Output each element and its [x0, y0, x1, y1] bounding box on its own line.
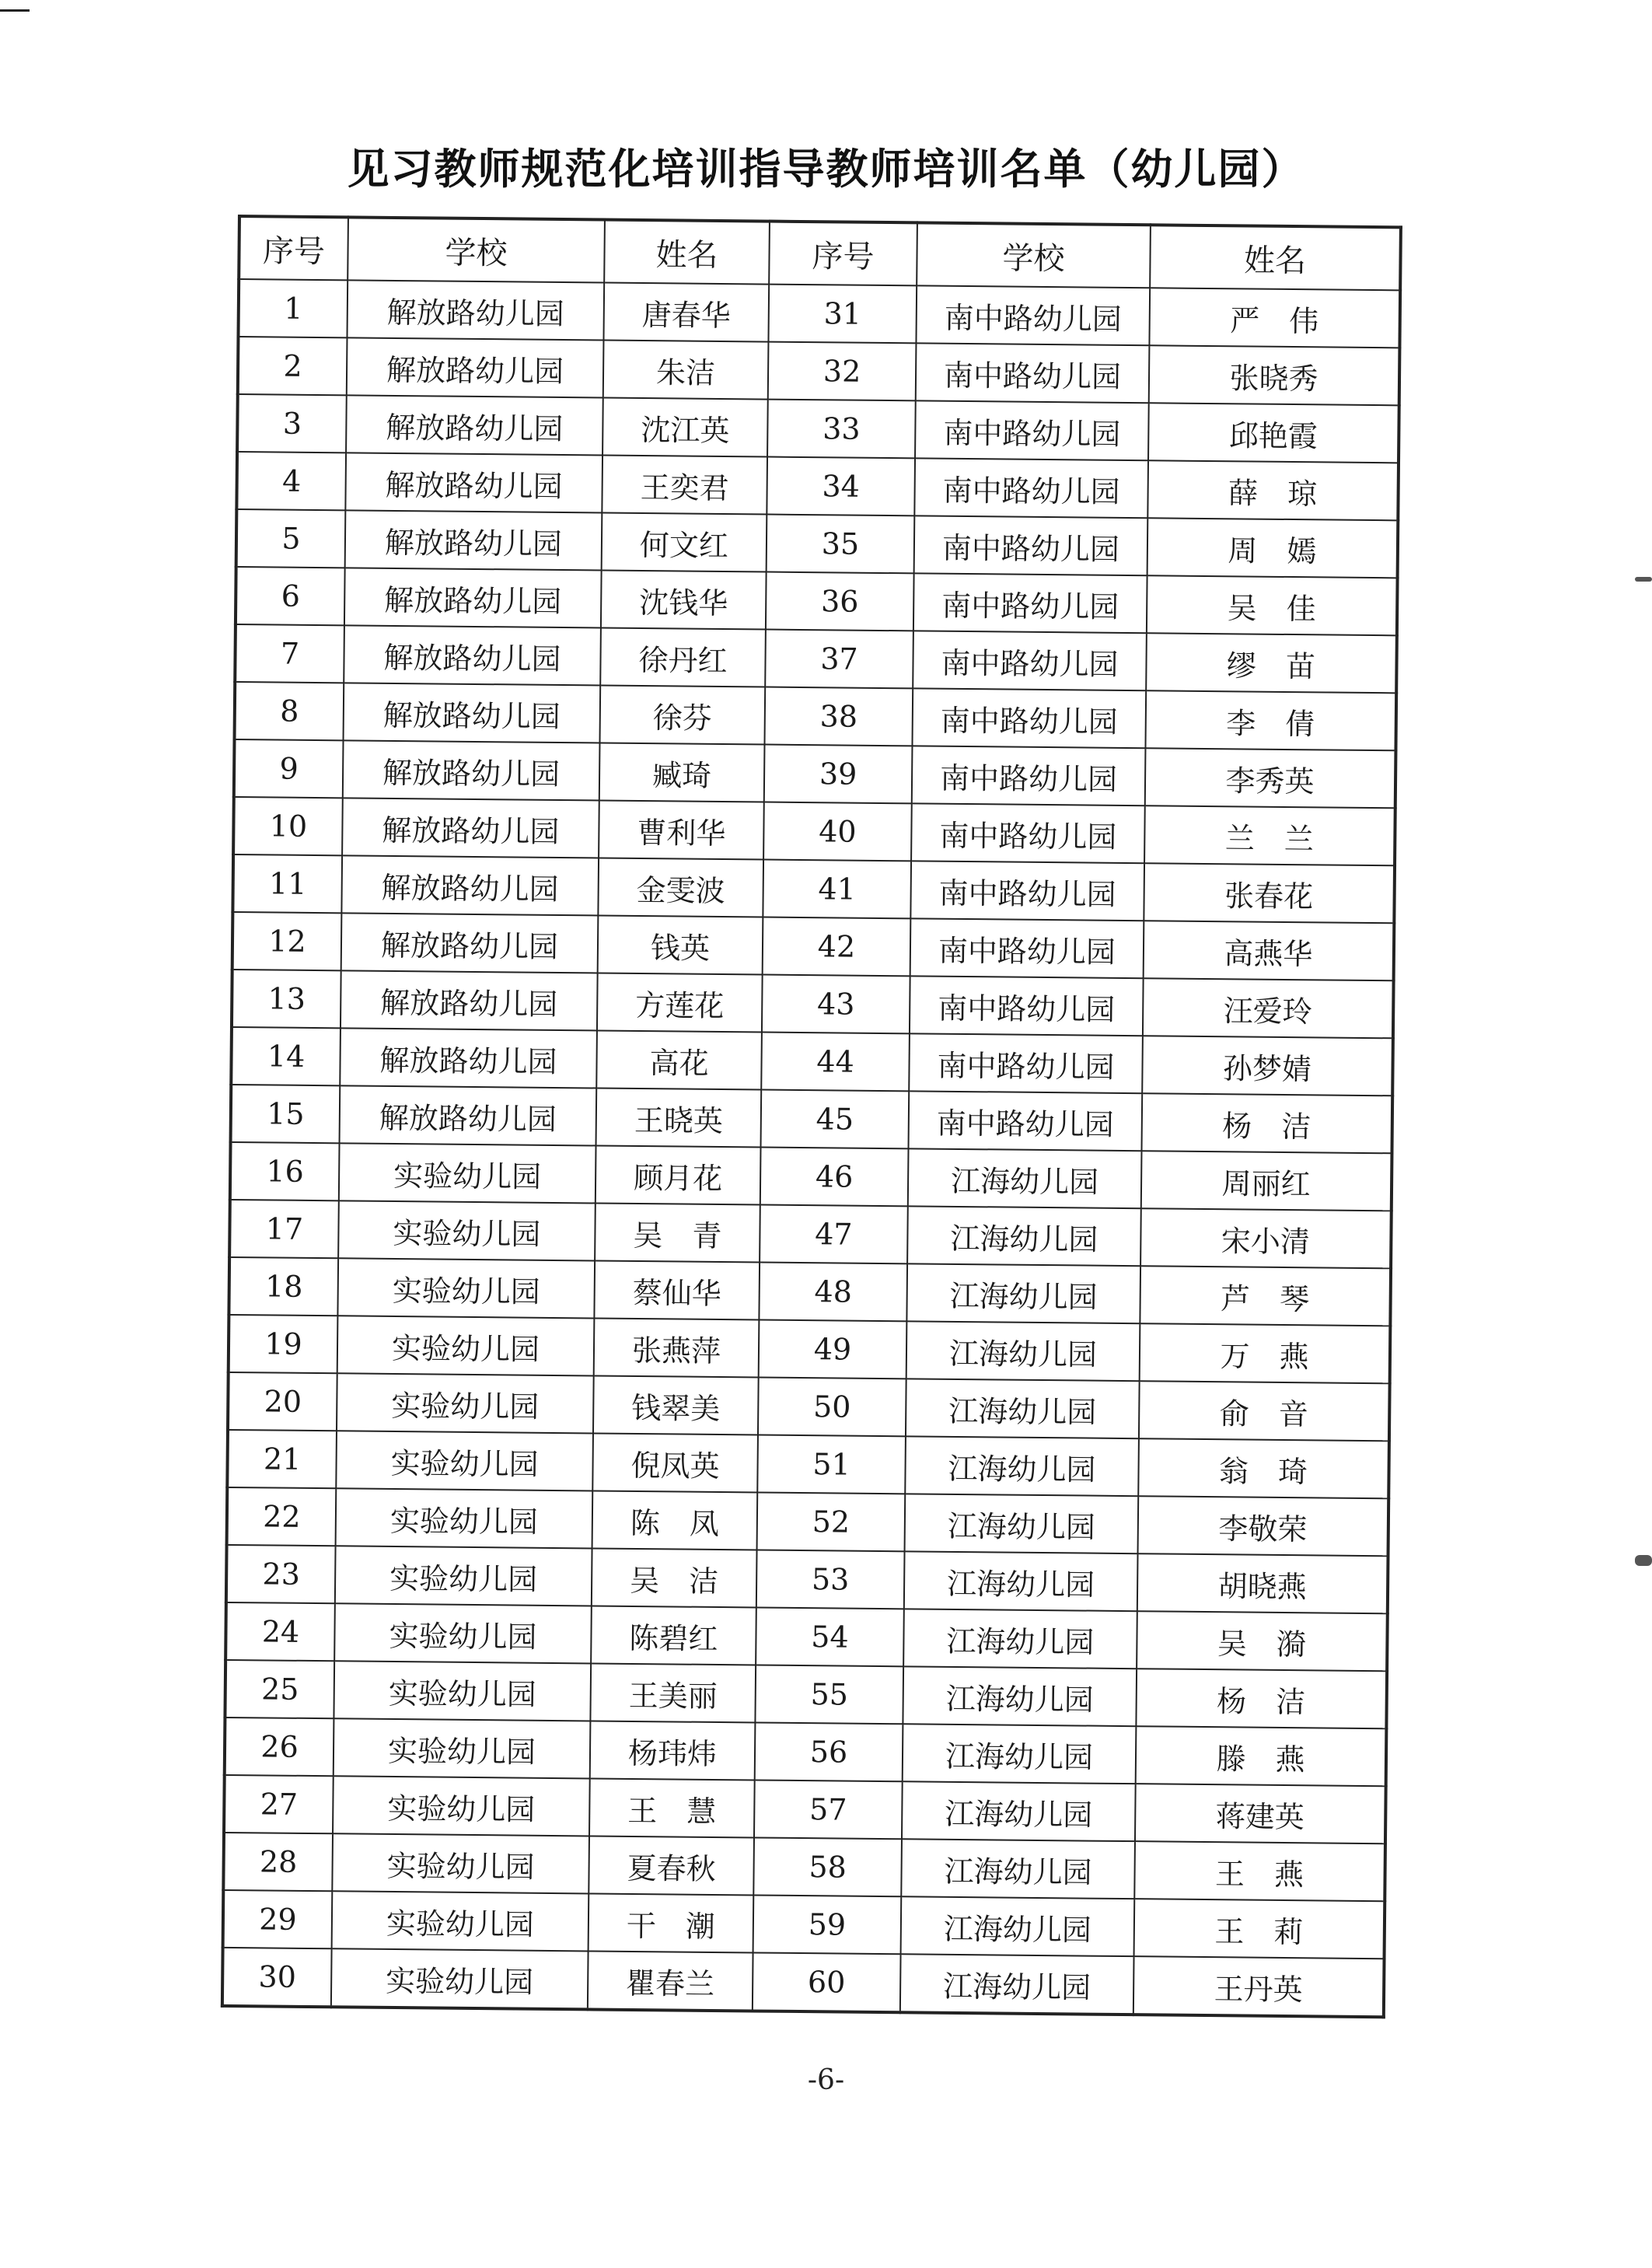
table-row: [235, 682, 1397, 750]
table-row: [222, 1948, 1385, 2017]
table-cell: 沈钱华: [601, 571, 767, 630]
table-cell: 14: [231, 1027, 341, 1085]
table-cell: 48: [759, 1263, 907, 1322]
table-cell: 10: [233, 797, 343, 855]
table-cell: 43: [762, 975, 910, 1034]
table-cell: 解放路幼儿园: [341, 970, 598, 1030]
roster-table: [221, 215, 1402, 2018]
table-cell: 解放路幼儿园: [345, 453, 602, 512]
table-cell: 实验幼儿园: [332, 1833, 589, 1893]
table-cell: 江海幼儿园: [903, 1666, 1137, 1726]
table-cell: 51: [757, 1435, 906, 1494]
table-cell: 12: [232, 912, 342, 970]
table-cell: 解放路幼儿园: [343, 740, 600, 800]
table-cell: 薛 琼: [1147, 460, 1399, 520]
table-cell: 顾月花: [595, 1145, 761, 1204]
table-cell: 江海幼儿园: [903, 1724, 1137, 1784]
table-row: [233, 797, 1395, 865]
table-row: [225, 1718, 1387, 1786]
table-cell: 南中路幼儿园: [914, 515, 1148, 575]
table-cell: 吴 青: [595, 1203, 760, 1262]
table-cell: 解放路幼儿园: [347, 280, 604, 340]
table-cell: 29: [223, 1890, 333, 1948]
table-cell: 邱艳霞: [1148, 403, 1399, 463]
table-cell: 解放路幼儿园: [342, 798, 599, 858]
table-cell: 兰 兰: [1144, 806, 1395, 865]
table-cell: 江海幼儿园: [907, 1206, 1141, 1266]
table-row: [232, 854, 1395, 923]
table-row: [232, 970, 1394, 1038]
table-cell: 实验幼儿园: [338, 1200, 595, 1260]
table-cell: 实验幼儿园: [332, 1891, 589, 1951]
table-cell: 实验幼儿园: [337, 1316, 595, 1375]
table-cell: 南中路幼儿园: [916, 343, 1150, 403]
table-cell: 江海幼儿园: [906, 1263, 1140, 1323]
table-cell: 王 慧: [589, 1778, 755, 1837]
table-cell: 47: [760, 1205, 908, 1264]
table-cell: 解放路幼儿园: [341, 913, 599, 973]
table-cell: 27: [224, 1775, 334, 1833]
table-cell: 52: [757, 1492, 906, 1551]
table-cell: 杨 洁: [1141, 1093, 1392, 1153]
table-cell: 张春花: [1144, 863, 1395, 923]
table-cell: 徐芬: [599, 686, 765, 745]
scan-corner-mark: [0, 9, 30, 12]
table-cell: 58: [753, 1837, 902, 1896]
table-cell: 46: [760, 1148, 909, 1207]
table-cell: 南中路幼儿园: [916, 285, 1150, 345]
scan-speck: [1635, 1555, 1652, 1566]
table-cell: 周丽红: [1141, 1151, 1392, 1211]
table-cell: 汪爱玲: [1143, 978, 1394, 1038]
table-row: [236, 567, 1398, 635]
table-cell: 钱英: [598, 915, 763, 974]
table-cell: 陈 凤: [592, 1490, 758, 1550]
table-cell: 5: [236, 509, 346, 568]
table-cell: 张燕萍: [594, 1318, 760, 1377]
table-cell: 江海幼儿园: [905, 1494, 1139, 1553]
table-cell: 实验幼儿园: [334, 1661, 591, 1721]
table-cell: 干 潮: [589, 1893, 754, 1952]
table-cell: 芦 琴: [1140, 1266, 1391, 1326]
table-cell: 徐丹红: [600, 628, 766, 687]
scan-speck: [1635, 577, 1652, 582]
table-cell: 江海幼儿园: [903, 1609, 1137, 1669]
table-cell: 南中路幼儿园: [909, 1033, 1143, 1093]
table-row: [237, 394, 1399, 463]
table-cell: 20: [228, 1372, 337, 1431]
table-cell: 23: [226, 1545, 336, 1603]
table-cell: 17: [229, 1200, 339, 1258]
table-cell: 36: [766, 572, 914, 631]
table-cell: 江海幼儿园: [900, 1954, 1134, 2015]
table-cell: 57: [754, 1780, 903, 1839]
table-cell: 缪 苗: [1146, 633, 1397, 693]
table-cell: 南中路幼儿园: [911, 803, 1145, 863]
header-cell: 学校: [917, 222, 1151, 288]
table-cell: 南中路幼儿园: [910, 861, 1144, 921]
table-cell: 王丹英: [1133, 1956, 1385, 2017]
table-row: [231, 1085, 1393, 1153]
table-row: [225, 1602, 1388, 1671]
table-cell: 高燕华: [1144, 921, 1395, 980]
table-cell: 35: [767, 515, 915, 574]
table-cell: 蔡仙华: [594, 1260, 760, 1319]
table-cell: 南中路幼儿园: [909, 1091, 1143, 1151]
table-cell: 唐春华: [603, 283, 769, 342]
table-cell: 解放路幼儿园: [340, 1085, 597, 1145]
roster-sheet: [221, 215, 1399, 2018]
page-title: 见习教师规范化培训指导教师培训名单（幼儿园）: [347, 144, 1305, 194]
table-row: [226, 1545, 1388, 1613]
table-cell: 王奕君: [602, 456, 767, 515]
table-cell: 王 燕: [1134, 1841, 1385, 1901]
table-cell: 3: [237, 394, 347, 453]
table-cell: 42: [763, 917, 911, 977]
table-cell: 南中路幼儿园: [915, 400, 1149, 460]
table-cell: 江海幼儿园: [902, 1781, 1136, 1841]
table-row: [235, 624, 1397, 693]
table-row: [227, 1430, 1389, 1498]
table-cell: 44: [761, 1033, 910, 1092]
table-row: [236, 509, 1399, 578]
table-cell: 4: [236, 452, 346, 510]
table-cell: 钱翠美: [593, 1375, 759, 1435]
table-row: [238, 279, 1400, 348]
table-row: [224, 1775, 1386, 1843]
table-cell: 实验幼儿园: [334, 1603, 592, 1663]
table-cell: 28: [223, 1833, 333, 1891]
table-cell: 30: [222, 1948, 332, 2007]
table-cell: 王美丽: [590, 1663, 756, 1722]
table-cell: 53: [756, 1550, 905, 1609]
table-row: [230, 1142, 1392, 1211]
table-cell: 吴 洁: [592, 1548, 757, 1607]
table-cell: 南中路幼儿园: [913, 573, 1147, 633]
table-cell: 胡晓燕: [1137, 1553, 1388, 1613]
table-cell: 王晓英: [596, 1088, 762, 1147]
table-row: [234, 739, 1396, 808]
table-row: [229, 1200, 1392, 1268]
table-cell: 周 嫣: [1147, 518, 1399, 578]
table-cell: 41: [763, 860, 911, 919]
table-cell: 王 莉: [1134, 1899, 1385, 1959]
table-cell: 吴 漪: [1137, 1611, 1388, 1671]
table-cell: 9: [234, 739, 344, 798]
table-cell: 33: [767, 400, 916, 459]
table-cell: 59: [753, 1895, 902, 1954]
table-cell: 杨 洁: [1136, 1669, 1387, 1728]
table-cell: 南中路幼儿园: [910, 976, 1144, 1036]
table-cell: 解放路幼儿园: [344, 625, 601, 685]
table-cell: 实验幼儿园: [333, 1776, 590, 1836]
table-row: [229, 1257, 1391, 1326]
table-row: [232, 912, 1395, 980]
table-cell: 实验幼儿园: [335, 1546, 592, 1606]
table-header-row: [239, 216, 1401, 290]
table-cell: 滕 燕: [1136, 1726, 1387, 1786]
table-cell: 张晓秀: [1149, 345, 1400, 405]
table-cell: 南中路幼儿园: [912, 746, 1146, 806]
header-cell: 序号: [769, 222, 917, 286]
table-cell: 宋小清: [1140, 1208, 1392, 1268]
table-cell: 翁 琦: [1138, 1438, 1389, 1498]
table-cell: 49: [759, 1320, 907, 1379]
table-cell: 24: [225, 1602, 335, 1661]
table-cell: 孙梦婧: [1142, 1036, 1393, 1096]
table-cell: 江海幼儿园: [904, 1551, 1138, 1611]
table-cell: 解放路幼儿园: [345, 510, 602, 570]
table-cell: 34: [767, 457, 915, 516]
table-cell: 实验幼儿园: [331, 1948, 589, 2009]
table-cell: 江海幼儿园: [905, 1436, 1139, 1496]
table-cell: 实验幼儿园: [337, 1373, 594, 1433]
table-cell: 金雯波: [598, 858, 763, 917]
table-row: [236, 452, 1399, 520]
table-cell: 南中路幼儿园: [910, 918, 1144, 978]
table-cell: 南中路幼儿园: [913, 631, 1147, 690]
table-cell: 曹利华: [599, 800, 764, 859]
header-cell: 姓名: [1150, 225, 1401, 290]
table-cell: 南中路幼儿园: [912, 688, 1146, 748]
table-cell: 37: [765, 630, 913, 689]
table-cell: 解放路幼儿园: [344, 683, 601, 743]
table-row: [223, 1890, 1385, 1959]
table-cell: 南中路幼儿园: [914, 458, 1148, 518]
table-cell: 25: [225, 1660, 334, 1718]
table-cell: 60: [753, 1952, 901, 2012]
table-cell: 32: [768, 342, 917, 401]
table-cell: 实验幼儿园: [334, 1718, 591, 1778]
table-cell: 万 燕: [1140, 1323, 1391, 1383]
table-cell: 李秀英: [1145, 748, 1396, 808]
table-cell: 22: [227, 1487, 337, 1546]
table-cell: 39: [764, 745, 913, 804]
page-number: -6-: [807, 2064, 845, 2096]
table-row: [227, 1487, 1389, 1556]
table-cell: 高花: [596, 1030, 762, 1089]
table-cell: 21: [227, 1430, 337, 1488]
table-cell: 杨玮炜: [590, 1721, 756, 1780]
table-cell: 解放路幼儿园: [341, 855, 599, 915]
table-cell: 解放路幼儿园: [344, 568, 602, 627]
table-cell: 11: [232, 854, 342, 913]
table-cell: 解放路幼儿园: [346, 395, 603, 455]
table-cell: 朱洁: [603, 341, 769, 400]
header-cell: 学校: [348, 217, 605, 282]
table-cell: 40: [763, 802, 912, 861]
table-cell: 吴 佳: [1147, 575, 1398, 635]
table-cell: 李 倩: [1145, 690, 1396, 750]
table-cell: 31: [768, 285, 917, 344]
table-cell: 50: [758, 1377, 906, 1436]
table-row: [238, 337, 1400, 405]
table-cell: 李敬荣: [1138, 1496, 1389, 1556]
table-cell: 江海幼儿园: [906, 1321, 1140, 1381]
table-cell: 38: [764, 687, 913, 746]
table-cell: 13: [232, 970, 341, 1028]
table-cell: 8: [235, 682, 344, 740]
table-cell: 解放路幼儿园: [340, 1028, 597, 1088]
header-cell: 姓名: [604, 220, 770, 285]
table-cell: 2: [238, 337, 348, 395]
table-cell: 实验幼儿园: [336, 1488, 593, 1548]
table-cell: 何文红: [602, 513, 767, 572]
table-cell: 19: [229, 1315, 338, 1373]
table-cell: 6: [236, 567, 345, 625]
table-cell: 蒋建英: [1135, 1784, 1386, 1843]
table-row: [225, 1660, 1387, 1728]
table-cell: 实验幼儿园: [337, 1258, 595, 1318]
table-cell: 实验幼儿园: [336, 1431, 593, 1490]
table-cell: 实验幼儿园: [339, 1143, 596, 1203]
table-cell: 18: [229, 1257, 338, 1316]
table-row: [229, 1315, 1391, 1383]
table-cell: 江海幼儿园: [901, 1896, 1135, 1956]
header-cell: 序号: [239, 216, 348, 280]
table-cell: 7: [235, 624, 344, 683]
table-cell: 55: [755, 1665, 903, 1724]
table-cell: 26: [225, 1718, 334, 1776]
table-cell: 沈江英: [602, 398, 768, 457]
table-cell: 严 伟: [1149, 288, 1400, 348]
table-cell: 瞿春兰: [588, 1951, 753, 2011]
table-row: [228, 1372, 1390, 1441]
table-cell: 江海幼儿园: [908, 1148, 1142, 1208]
table-cell: 56: [755, 1722, 903, 1781]
table-cell: 江海幼儿园: [901, 1839, 1135, 1899]
table-cell: 臧琦: [599, 743, 765, 802]
table-cell: 陈碧红: [591, 1606, 756, 1665]
table-cell: 解放路幼儿园: [347, 337, 604, 397]
table-cell: 倪凤英: [592, 1433, 758, 1492]
table-cell: 45: [761, 1090, 910, 1149]
table-row: [223, 1833, 1385, 1901]
table-row: [231, 1027, 1393, 1096]
table-cell: 夏春秋: [589, 1836, 754, 1895]
table-cell: 方莲花: [597, 973, 763, 1032]
table-cell: 江海幼儿园: [906, 1379, 1140, 1438]
table-cell: 15: [231, 1085, 341, 1143]
table-cell: 俞 音: [1139, 1381, 1390, 1441]
table-cell: 1: [238, 279, 348, 337]
table-cell: 16: [230, 1142, 340, 1200]
table-cell: 54: [756, 1607, 904, 1666]
